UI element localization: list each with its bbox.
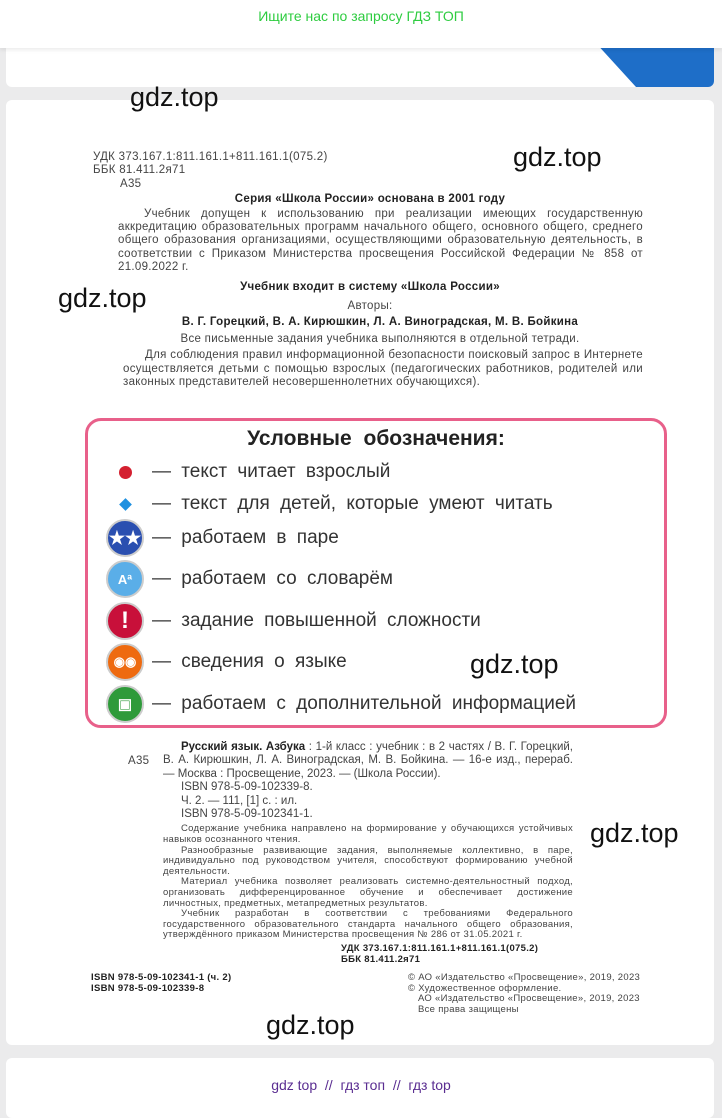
- rights: Все права защищены: [418, 1003, 519, 1015]
- dictionary-icon: Aª: [106, 560, 144, 598]
- watermark: gdz.top: [266, 1010, 355, 1040]
- isbn-part2: ISBN 978-5-09-102341-1 (ч. 2): [91, 972, 232, 984]
- footer-links: [0, 1077, 722, 1093]
- folder-plus-icon: ▣: [106, 685, 144, 723]
- owl-icon: ◉◉: [106, 643, 144, 681]
- legend-item: ★★ — работаем в паре: [106, 519, 339, 557]
- copyright-1: © АО «Издательство «Просвещение», 2019, 2023: [408, 972, 641, 984]
- stars-icon: ★★: [106, 519, 144, 557]
- authors: В. Г. Горецкий, В. А. Кирюшкин, Л. А. Виноградская, М. В. Бойкина: [181, 316, 579, 329]
- legend-item: — текст читает взрослый: [106, 461, 390, 483]
- isbn-set: ISBN 978-5-09-102339-8: [91, 982, 205, 994]
- notebook-note: Все письменные задания учебника выполняются в отдельной тетради.: [180, 332, 580, 345]
- udk-bottom: УДК 373.167.1:811.161.1+811.161.1(075.2): [341, 942, 539, 954]
- imprint-footer: [91, 973, 651, 1015]
- banner-text: Ищите нас по запросу ГДЗ ТОП: [258, 8, 464, 24]
- copyright-2: © Художественное оформление.: [408, 982, 562, 994]
- legend-item: ▣ — работаем с дополнительной информацией: [106, 685, 576, 723]
- watermark: gdz.top: [590, 818, 679, 848]
- legend-title: Условные обозначения:: [247, 427, 505, 450]
- exclamation-icon: !: [106, 602, 144, 640]
- authors-label: Авторы:: [347, 300, 393, 313]
- watermark: gdz.top: [58, 283, 147, 313]
- watermark: gdz.top: [513, 142, 602, 172]
- biblio-record: Русский язык. Азбука : 1-й класс : учебник : в 2 частях / В. Г. Горецкий, В. А. Кирюшкин, Л. А. Виноградская, М. В. Бойкина. — 16-е изд., перераб. — Москва : Просвещение, 2023. — (Школа России).: [163, 741, 573, 780]
- watermark: gdz.top: [130, 82, 219, 112]
- isbn-block: [91, 973, 408, 1015]
- part-info: Ч. 2. — 111, [1] с. : ил.: [181, 794, 298, 807]
- paragraph: Содержание учебника направлено на формирование у обучающихся устойчивых навыков осознанного чтения.: [163, 823, 573, 846]
- imprint-top: [80, 151, 660, 390]
- red-dot-icon: [119, 466, 132, 479]
- separator: //: [324, 1077, 333, 1093]
- bbk-bottom: ББК 81.411.2я71: [341, 953, 421, 965]
- top-banner: [0, 0, 722, 48]
- udk: УДК 373.167.1:811.161.1+811.161.1(075.2): [93, 151, 328, 163]
- code: А35: [120, 177, 142, 190]
- imprint-bottom: [91, 741, 651, 1016]
- copyright-block: [408, 973, 640, 1015]
- paragraph: Учебник разработан в соответствии с требованиями Федерального государственного образовательного стандарта начального общего образования, утверждённого приказом Министерства просвещения № 286 от 31.05.2021 г.: [163, 908, 573, 941]
- footer-link[interactable]: gdz top: [271, 1077, 318, 1093]
- legend-box: [85, 418, 667, 728]
- footer-link[interactable]: гдз топ: [340, 1077, 386, 1093]
- legend-item: — текст для детей, которые умеют читать: [106, 493, 553, 515]
- paragraph: Материал учебника позволяет реализовать системно-деятельностный подход, организовать дифференцированное обучение и обеспечивает достижение личностных, предметных, метапредметных результатов.: [163, 876, 573, 909]
- approval: Учебник допущен к использованию при реализации имеющих государственную аккредитацию образовательных программ начального общего, основного общего, среднего общего образования организациями, осуществляющими образовательную деятельность, в соответствии с Приказом Министерства просвещения Российской Федерации № 858 от 21.09.2022 г.: [118, 207, 643, 274]
- copyright-3: АО «Издательство «Просвещение», 2019, 2023: [418, 993, 640, 1005]
- safety-note: Для соблюдения правил информационной безопасности поисковый запрос в Интернете осуществляется детьми с помощью взрослых (педагогических работников, родителей или законных представителей несовершеннолетних обучающихся).: [123, 349, 643, 389]
- series: Серия «Школа России» основана в 2001 году: [234, 193, 506, 206]
- biblio-code: А35: [128, 755, 150, 767]
- blue-diamond-icon: [119, 498, 132, 511]
- legend-item: ! — задание повышенной сложности: [106, 602, 481, 640]
- separator: //: [392, 1077, 401, 1093]
- legend-item: ◉◉ — сведения о языке: [106, 643, 347, 681]
- isbn-2: ISBN 978-5-09-102341-1.: [181, 808, 313, 821]
- system: Учебник входит в систему «Школа России»: [240, 280, 500, 293]
- bbk: ББК 81.411.2я71: [93, 164, 186, 177]
- paragraph: Разнообразные развивающие задания, выполняемые коллективно, в паре, индивидуально под руководством учителя, способствуют формированию учебной деятельности.: [163, 844, 573, 877]
- legend-item: Aª — работаем со словарём: [106, 560, 393, 598]
- footer-link[interactable]: гдз top: [408, 1077, 451, 1093]
- biblio-main: [128, 741, 573, 965]
- watermark: gdz.top: [470, 649, 559, 679]
- isbn-1: ISBN 978-5-09-102339-8.: [181, 781, 313, 794]
